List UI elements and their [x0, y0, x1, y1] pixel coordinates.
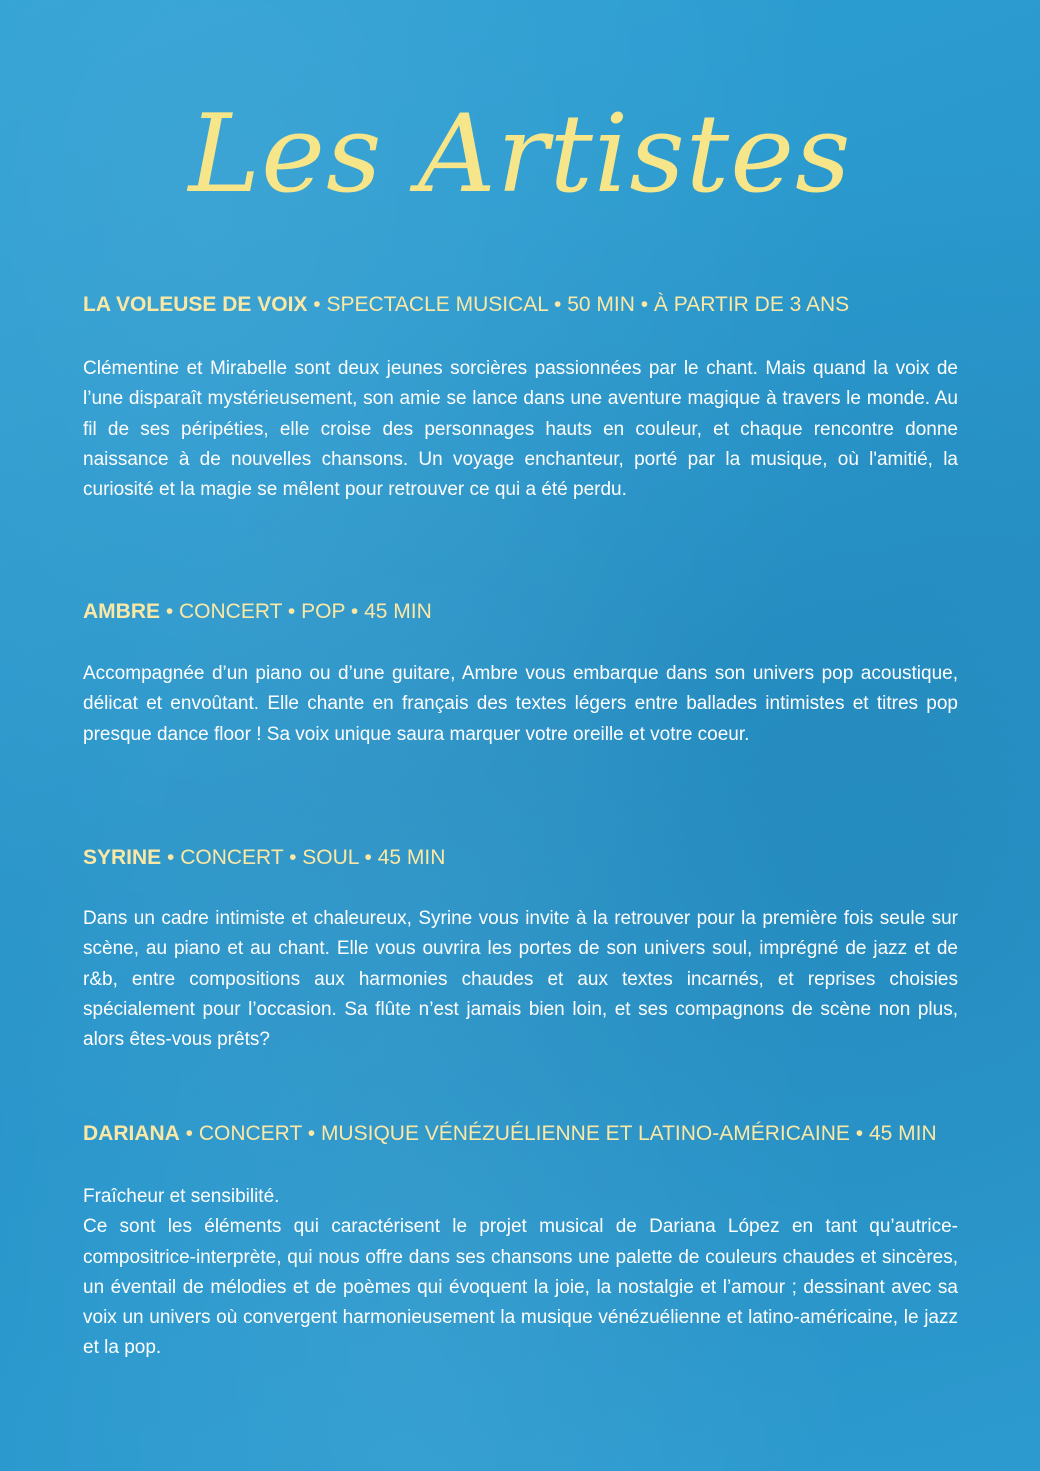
artist-name: AMBRE — [83, 600, 160, 623]
artist-description: Clémentine et Mirabelle sont deux jeunes sorcières passionnées par le chant. Mais quand la voix de l’une disparaît mystérieusement, son amie se lance dans une aventure magique à travers le monde. Au fil de ses péripéties, elle croise des personnages hauts en couleur, et chaque rencontre donne naissance à de nouvelles chansons. Un voyage enchanteur, porté par la musique, où l'amitié, la curiosité et la magie se mêlent pour retrouver ce qui a été perdu. — [83, 358, 958, 501]
artist-name: DARIANA — [83, 1122, 180, 1145]
artist-description: Ce sont les éléments qui caractérisent le projet musical de Dariana López en tant qu’autrice-compositrice-interprète, qui nous offre dans ses chansons une palette de couleurs chaudes et sincères, un éventail de mélodies et de poèmes qui évoquent la joie, la nostalgie et l’amour ; dessinant avec sa voix un univers où convergent harmonieusement la musique vénézuélienne et latino-américaine, le jazz et la pop. — [83, 1216, 958, 1359]
artist-headline — [83, 843, 958, 873]
artist-name: SYRINE — [83, 846, 162, 869]
artist-headline — [83, 597, 958, 627]
artist-section-dariana — [83, 1119, 958, 1364]
artist-description-block — [83, 659, 958, 750]
artist-description-block — [83, 354, 958, 505]
artist-section-syrine — [83, 843, 958, 1055]
artist-section-voleuse — [83, 290, 958, 505]
artist-details: • CONCERT • POP • 45 MIN — [160, 600, 432, 623]
artist-details: • CONCERT • SOUL • 45 MIN — [161, 846, 446, 869]
artist-details: • CONCERT • MUSIQUE VÉNÉZUÉLIENNE ET LATINO-AMÉRICAINE • 45 MIN — [179, 1122, 937, 1145]
artist-description: Accompagnée d’un piano ou d’une guitare, Ambre vous embarque dans son univers pop acoustique, délicat et envoûtant. Elle chante en français des textes légers entre ballades intimistes et titres pop presque dance floor ! Sa voix unique saura marquer votre oreille et votre coeur. — [83, 663, 958, 745]
artist-headline — [83, 290, 958, 320]
artist-name: LA VOLEUSE DE VOIX — [83, 293, 308, 316]
artist-tagline: Fraîcheur et sensibilité. — [83, 1186, 280, 1207]
artist-section-ambre — [83, 597, 958, 750]
artist-description: Dans un cadre intimiste et chaleureux, Syrine vous invite à la retrouver pour la première fois seule sur scène, au piano et au chant. Elle vous ouvrira les portes de son univers soul, imprégné de jazz et de r&b, entre compositions aux harmonies chaudes et aux textes incarnés, et reprises choisies spécialement pour l’occasion. Sa flûte n’est jamais bien loin, et ses compagnons de scène non plus, alors êtes-vous prêts? — [83, 908, 958, 1051]
artist-details: • SPECTACLE MUSICAL • 50 MIN • À PARTIR DE 3 ANS — [307, 293, 850, 316]
artist-headline — [83, 1119, 958, 1149]
page-title: Les Artistes — [188, 92, 852, 217]
artist-description-block — [83, 1182, 958, 1364]
artist-description-block — [83, 904, 958, 1055]
